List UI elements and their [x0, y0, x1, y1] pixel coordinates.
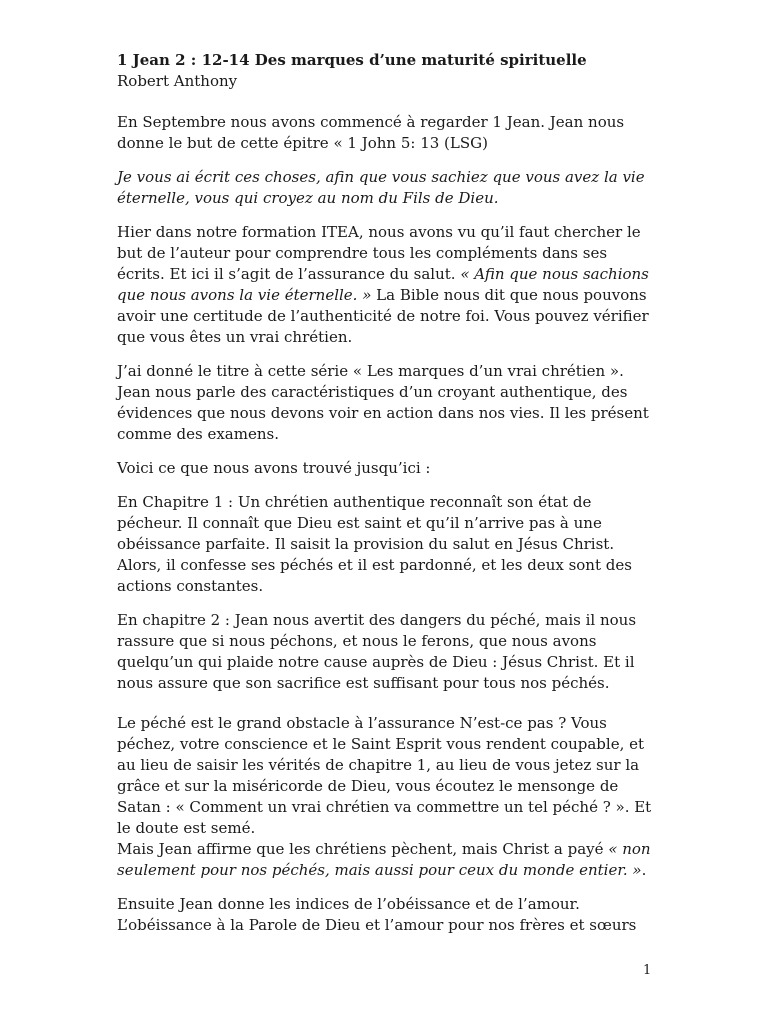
paragraph-itea-text-2: La Bible nous dit que nous pouvons avoir une certitude de l’authenticité de notre foi. Vous pouvez vérifier que vous êtes un vrai chrétien.	[117, 286, 649, 346]
paragraph-itea-text-1: Hier dans notre formation ITEA, nous avons vu qu’il faut chercher le but de l’auteur pour comprendre tous les compléments dans ses écrits. Et ici il s’agit de l’assurance du salut.	[117, 223, 641, 283]
paragraph-found-so-far: Voici ce que nous avons trouvé jusqu’ici :	[117, 459, 431, 477]
page-number: 1	[643, 963, 652, 978]
paragraph-christ-paid	[117, 839, 657, 881]
paragraph-chapter-1: En Chapitre 1 : Un chrétien authentique reconnaît son état de pécheur. Il connaît que Dieu est saint et qu’il n’arrive pas à une obéissance parfaite. Il saisit la provision du salut en Jésus Christ. Alors, il confesse ses péchés et il est pardonné, et les deux sont des actions constantes.	[117, 493, 632, 595]
paragraph-series-title: J’ai donné le titre à cette série « Les marques d’un vrai chrétien ». Jean nous parle des caractéristiques d’un croyant authentique, des évidences que nous devons voir en action dans nos vies. Il les présent comme des examens.	[117, 362, 649, 443]
paragraph-obedience-love: Ensuite Jean donne les indices de l’obéissance et de l’amour. L’obéissance à la Parole de Dieu et l’amour pour nos frères et sœurs	[117, 895, 637, 934]
paragraph-itea-quote: « Afin que nous sachions que nous avons la vie éternelle. »	[117, 265, 649, 304]
paragraph-sin-obstacle: Le péché est le grand obstacle à l’assurance N’est-ce pas ? Vous péchez, votre conscience et le Saint Esprit vous rendent coupable, et au lieu de saisir les vérités de chapitre 1, au lieu de vous jetez sur la grâce et sur la miséricorde de Dieu, vous écoutez le mensonge de Satan : « Comment un vrai chrétien va commettre un tel péché ? ». Et le doute est semé.	[117, 714, 652, 837]
document-author: Robert Anthony	[117, 72, 238, 90]
paragraph-chapter-2: En chapitre 2 : Jean nous avertit des dangers du péché, mais il nous rassure que si nous péchons, et nous le ferons, que nous avons quelqu’un qui plaide notre cause auprès de Dieu : Jésus Christ. Et il nous assure que son sacrifice est suffisant pour tous nos péchés.	[117, 611, 637, 692]
scripture-quote: Je vous ai écrit ces choses, afin que vous sachiez que vous avez la vie éternelle, vous qui croyez au nom du Fils de Dieu.	[117, 168, 645, 207]
paragraph-scripture-quote	[117, 167, 657, 209]
paragraph-christ-paid-quote: « non seulement pour nos péchés, mais aussi pour ceux du monde entier. »	[117, 840, 651, 879]
paragraph-intro: En Septembre nous avons commencé à regarder 1 Jean. Jean nous donne le but de cette épitre « 1 John 5: 13 (LSG)	[117, 113, 625, 152]
document-page	[117, 50, 657, 949]
paragraph-itea	[117, 222, 657, 348]
document-title: 1 Jean 2 : 12-14 Des marques d’une maturité spirituelle	[117, 51, 587, 69]
paragraph-christ-paid-text: Mais Jean affirme que les chrétiens pèchent, mais Christ a payé	[117, 840, 609, 858]
paragraph-christ-paid-end: .	[641, 861, 647, 879]
